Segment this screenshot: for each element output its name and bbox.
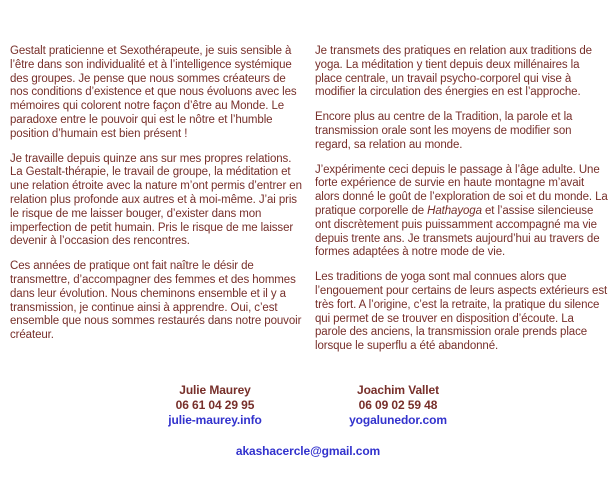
- yoga-paragraph-retraite: Les traditions de yoga sont mal connues alors que l’engouement pour certains de leurs aspects extérieurs est très fort. A l’origine, c’est la retraite, la pratique du silence qui permet de se trouver en disposition d’écoute. La parole des anciens, la transmission orale prends place lorsque le superflu a été abandonné.: [315, 271, 608, 353]
- contact-phone: 06 61 04 29 95: [175, 398, 255, 412]
- content-columns: [10, 45, 608, 365]
- contact-phone: 06 09 02 59 48: [358, 398, 438, 412]
- contact-website-row: [298, 413, 498, 428]
- website-link-joachim[interactable]: yogalunedor.com: [349, 413, 447, 427]
- contact-website-row: [115, 413, 315, 428]
- paragraph-segment-before: J’expérimente ceci depuis le passage à l’âge adulte. Une forte expérience de survie en haute montagne m’avait alors donné le goût de l’exploration de soi et du monde. La pratique corporelle de: [315, 163, 608, 217]
- bio-paragraph-relations: Je travaille depuis quinze ans sur mes propres relations. La Gestalt-thérapie, le travail de groupe, la méditation et une relation étroite avec la nature m’ont permis d’entrer en relation plus profonde aux autres et à moi-même. J’ai pris le risque de me laisser bouger, d’exister dans mon imperfection de petit humain. Pris le risque de me laisser devenir à l’occasion des rencontres.: [10, 152, 302, 248]
- hathayoga-italic: Hathayoga: [427, 204, 482, 217]
- left-column: [10, 45, 303, 365]
- website-link-julie[interactable]: julie-maurey.info: [168, 413, 262, 427]
- contact-section: [0, 383, 616, 429]
- contact-name: Julie Maurey: [179, 383, 251, 397]
- right-column: [315, 45, 608, 365]
- contact-card-joachim: [298, 383, 498, 428]
- contact-card-julie: [115, 383, 315, 428]
- yoga-paragraph-experience: [315, 164, 608, 261]
- email-row: [0, 444, 616, 458]
- yoga-paragraph-traditions: Je transmets des pratiques en relation aux traditions de yoga. La méditation y tient depuis deux millénaires la place centrale, un travail psycho-corporel qui vise à modifier la circulation des énergies en est l’approche.: [315, 45, 592, 99]
- bio-paragraph-gestalt: Gestalt praticienne et Sexothérapeute, je suis sensible à l’être dans son individualité et à l’intelligence systémique des groupes. Je pense que nous sommes créateurs de nos conditions d’existence et que nous évoluons avec les mémoires qui colorent notre façon d’être au Monde. Le paradoxe entre le pouvoir qui est le nôtre et l’humble position d’humain est bien présent !: [10, 45, 297, 140]
- bio-paragraph-transmission: Ces années de pratique ont fait naître le désir de transmettre, d’accompagner des femmes et des hommes dans leur évolution. Nous cheminons ensemble et il y a transmission, je continue ainsi à apprendre. Oui, c’est ensemble que nous sommes restaurés dans notre pouvoir créateur.: [10, 260, 302, 342]
- yoga-paragraph-tradition-orale: Encore plus au centre de la Tradition, la parole et la transmission orale sont les moyens de modifier son regard, sa relation au monde.: [315, 111, 573, 151]
- paragraph-segment-after: et l’assise silencieuse ont discrètement puis puissamment accompagné ma vie depuis trente ans. Je transmets aujourd’hui au travers de formes adaptées à notre mode de vie.: [315, 204, 600, 259]
- contact-name: Joachim Vallet: [357, 383, 439, 397]
- email-link[interactable]: akashacercle@gmail.com: [235, 444, 381, 458]
